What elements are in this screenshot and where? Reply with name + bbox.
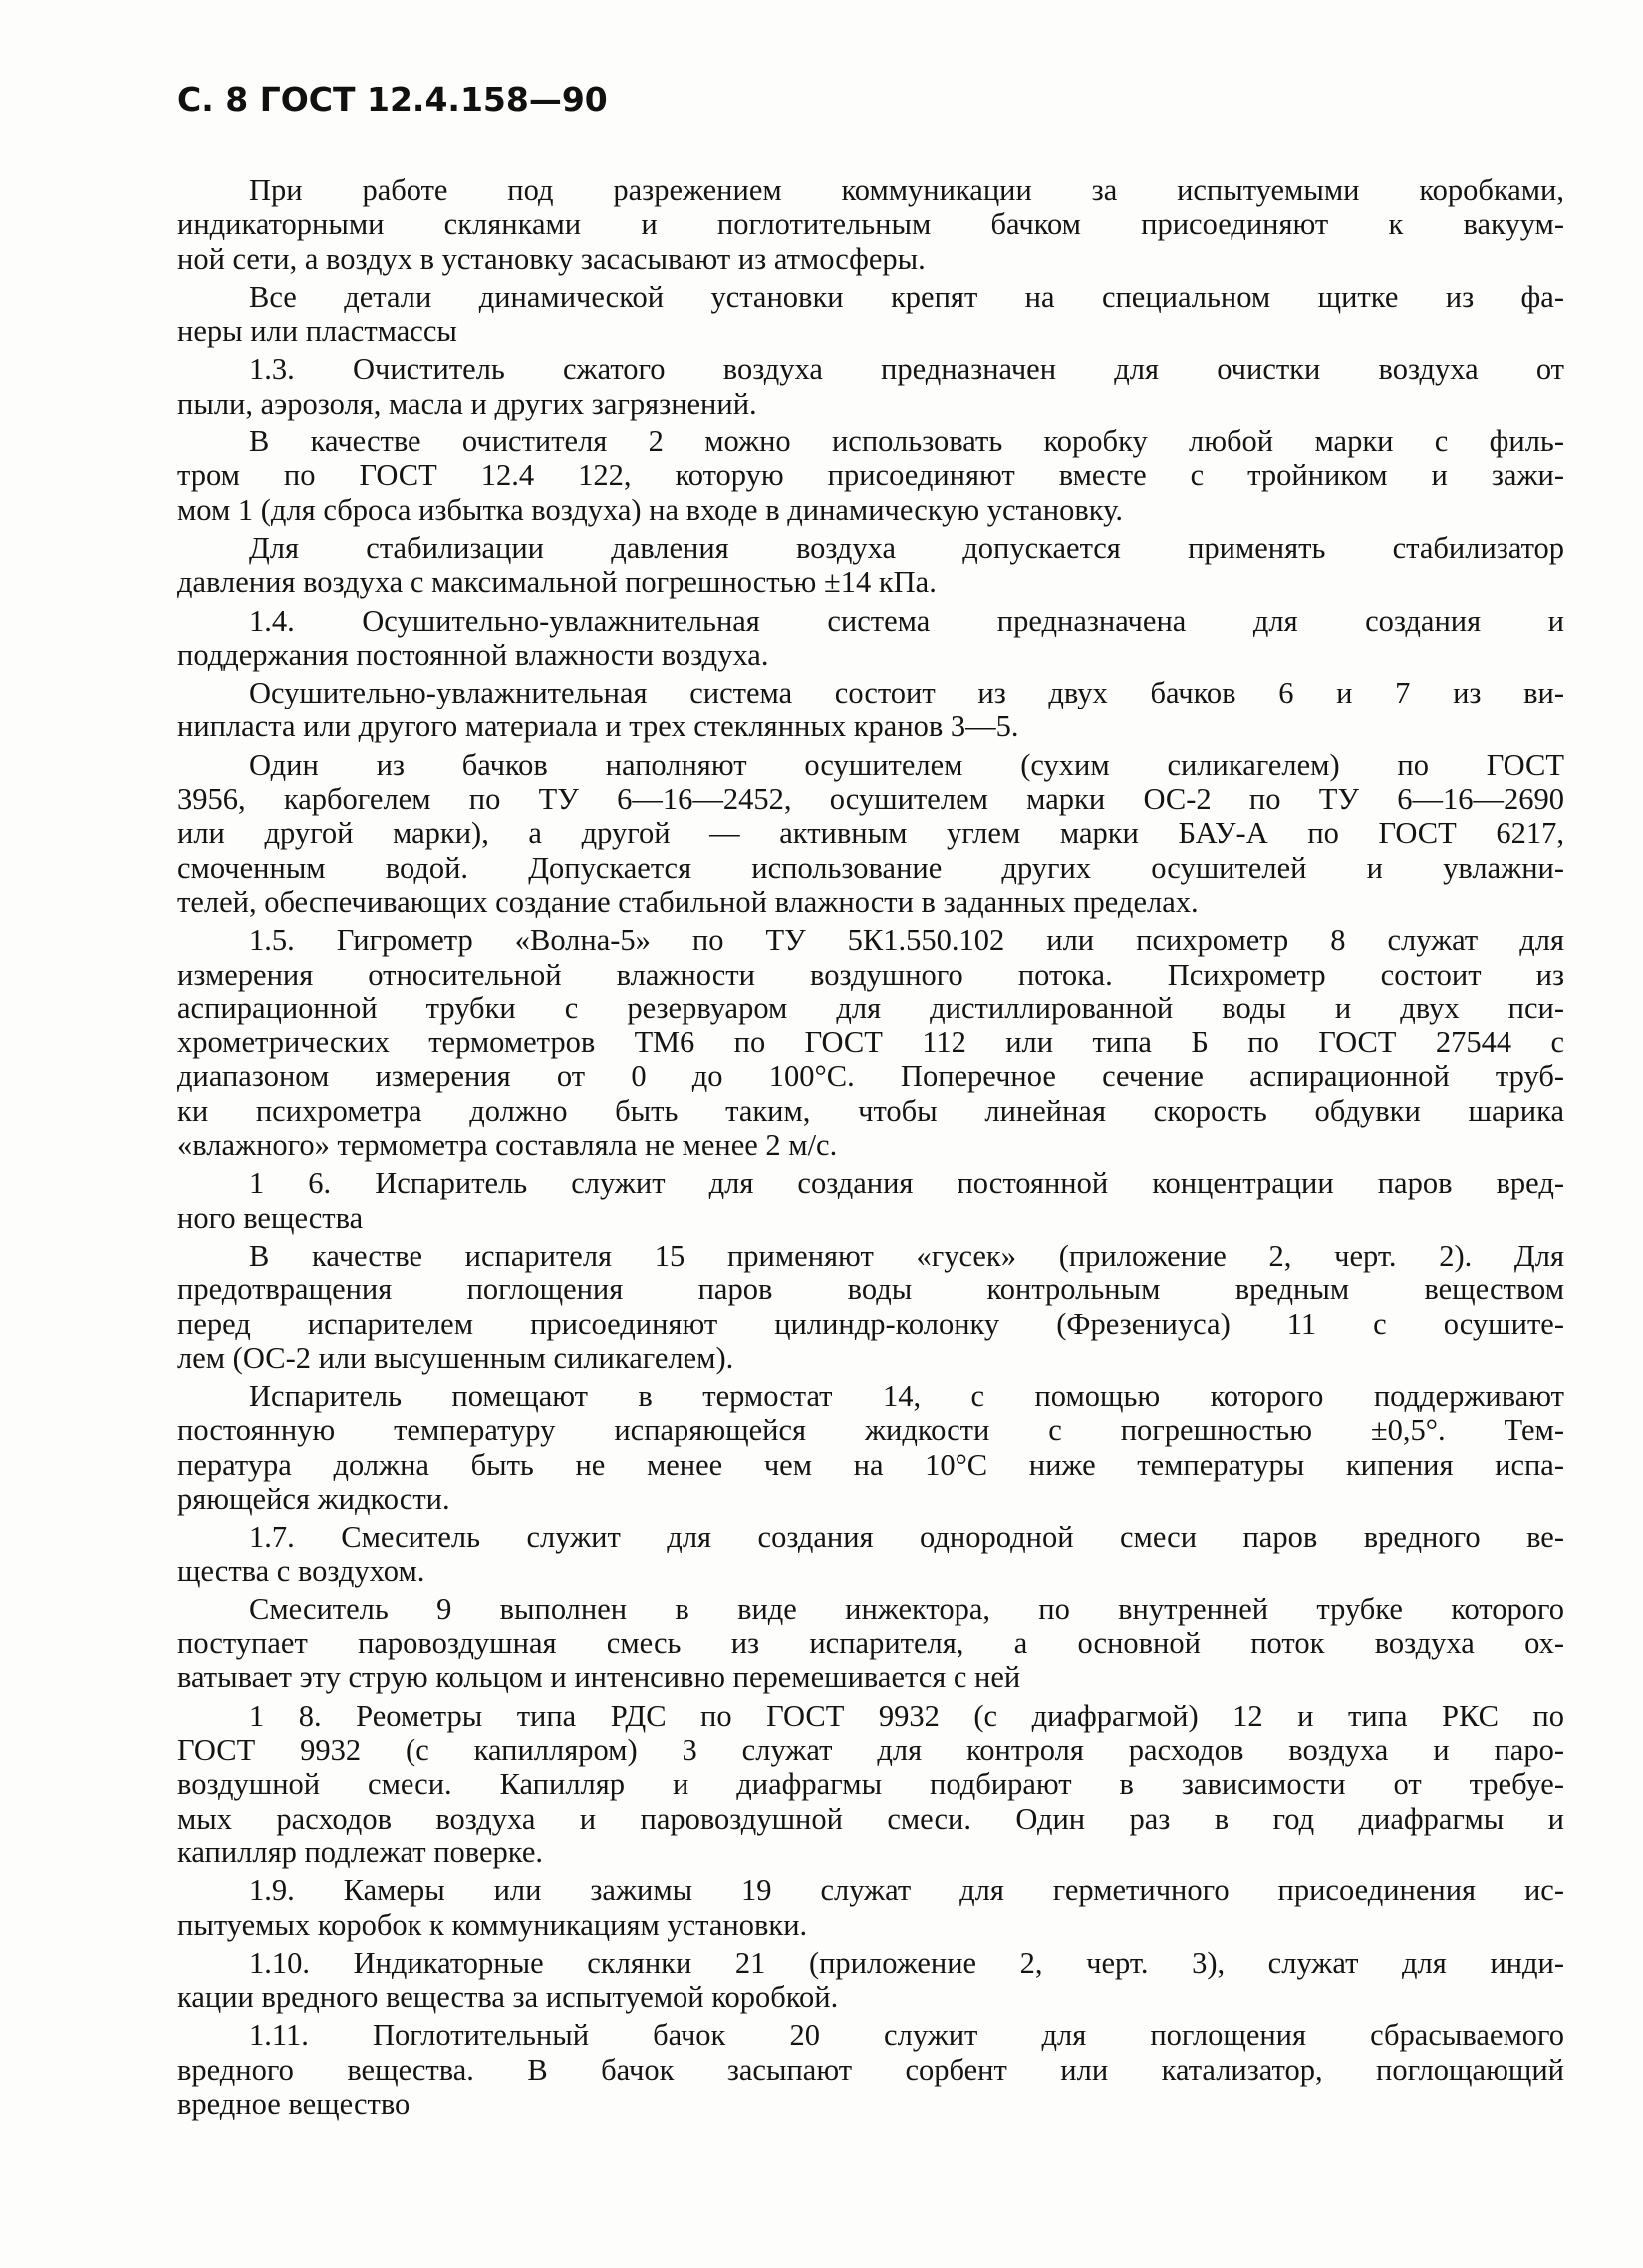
paragraph-line: Для стабилизации давления воздуха допускается применять стабилизатор (249, 530, 1564, 565)
paragraph-line: ной сети, а воздух в установку засасывают из атмосферы. (177, 241, 926, 276)
paragraph (177, 352, 1564, 421)
paragraph-line: лем (ОС-2 или высушенным силикагелем). (177, 1340, 734, 1375)
paragraph-line: воздушной смеси. Капилляр и диафрагмы подбирают в зависимости от требуе- (177, 1767, 1564, 1802)
paragraph-line: 3956, карбогелем по ТУ 6—16—2452, осушителем марки ОС-2 по ТУ 6—16—2690 (177, 782, 1564, 817)
paragraph (177, 1592, 1564, 1695)
paragraph-line: тром по ГОСТ 12.4 122, которую присоединяют вместе с тройником и зажи- (177, 458, 1564, 493)
paragraph (177, 1166, 1564, 1235)
paragraph (177, 1239, 1564, 1375)
paragraph-line: щества с воздухом. (177, 1554, 425, 1588)
paragraph (177, 2018, 1564, 2121)
paragraph-line: Один из бачков наполняют осушителем (сухим силикагелем) по ГОСТ (249, 747, 1564, 782)
paragraph-line: ГОСТ 9932 (с капилляром) 3 служат для контроля расходов воздуха и паро- (177, 1733, 1564, 1768)
paragraph-line: предотвращения поглощения паров воды контрольным вредным веществом (177, 1273, 1564, 1307)
paragraph (177, 1873, 1564, 1942)
paragraph-line: постоянную температуру испаряющейся жидкости с погрешностью ±0,5°. Тем- (177, 1413, 1564, 1448)
paragraph-line: 1.11. Поглотительный бачок 20 служит для поглощения сбрасываемого (249, 2018, 1564, 2053)
body-text (177, 173, 1564, 2125)
paragraph-line: 1.5. Гигрометр «Волна-5» по ТУ 5К1.550.102 или психрометр 8 служат для (249, 923, 1564, 958)
paragraph-line: пыли, аэрозоля, масла и других загрязнений. (177, 386, 757, 421)
paragraph-line: 1.7. Смеситель служит для создания однородной смеси паров вредного ве- (249, 1520, 1564, 1555)
paragraph-line: ки психрометра должно быть таким, чтобы линейная скорость обдувки шарика (177, 1093, 1564, 1128)
paragraph (177, 425, 1564, 527)
paragraph-line: При работе под разрежением коммуникации за испытуемыми коробками, (249, 173, 1564, 207)
paragraph-line: ватывает эту струю кольцом и интенсивно перемешивается с ней (177, 1660, 1021, 1695)
paragraph-line: капилляр подлежат поверке. (177, 1835, 544, 1869)
paragraph-line: нипласта или другого материала и трех стеклянных кранов 3—5. (177, 709, 1019, 744)
paragraph-line: аспирационной трубки с резервуаром для дистиллированной воды и двух пси- (177, 991, 1564, 1025)
paragraph-line: хрометрических термометров ТМ6 по ГОСТ 112 или типа Б по ГОСТ 27544 с (177, 1025, 1564, 1060)
paragraph-line: поддержания постоянной влажности воздуха. (177, 637, 769, 672)
paragraph-line: В качестве очистителя 2 можно использовать коробку любой марки с филь- (249, 425, 1564, 459)
paragraph (177, 531, 1564, 600)
paragraph-line: измерения относительной влажности воздушного потока. Психрометр состоит из (177, 957, 1564, 992)
paragraph-line: вредное вещество (177, 2087, 411, 2122)
paragraph-line: ряющейся жидкости. (177, 1481, 450, 1516)
paragraph-line: смоченным водой. Допускается использование других осушителей и увлажни- (177, 850, 1564, 885)
paragraph (177, 676, 1564, 744)
paragraph-line: 1.9. Камеры или зажимы 19 служат для герметичного присоединения ис- (249, 1873, 1564, 1908)
paragraph (177, 923, 1564, 1162)
paragraph-line: Испаритель помещают в термостат 14, с помощью которого поддерживают (249, 1379, 1564, 1414)
paragraph-line: телей, обеспечивающих создание стабильной влажности в заданных пределах. (177, 884, 1199, 919)
paragraph (177, 280, 1564, 349)
paragraph-line: диапазоном измерения от 0 до 100°С. Поперечное сечение аспирационной труб- (177, 1059, 1564, 1094)
paragraph (177, 1699, 1564, 1869)
paragraph (177, 748, 1564, 919)
paragraph-line: пытуемых коробок к коммуникациям установки. (177, 1907, 808, 1942)
running-head: С. 8 ГОСТ 12.4.158—90 (177, 80, 608, 119)
paragraph (177, 1520, 1564, 1588)
paragraph-line: пература должна быть не менее чем на 10°С ниже температуры кипения испа- (177, 1447, 1564, 1482)
paragraph-line: мом 1 (для сброса избытка воздуха) на входе в динамическую установку. (177, 492, 1123, 527)
paragraph-line: неры или пластмассы (177, 314, 457, 349)
paragraph-line: 1.10. Индикаторные склянки 21 (приложение 2, черт. 3), служат для инди- (249, 1945, 1564, 1980)
paragraph (177, 173, 1564, 276)
paragraph-line: 1 6. Испаритель служит для создания постоянной концентрации паров вред- (249, 1166, 1564, 1201)
paragraph-line: В качестве испарителя 15 применяют «гусек» (приложение 2, черт. 2). Для (249, 1238, 1564, 1273)
paragraph-line: ного вещества (177, 1200, 364, 1235)
paragraph-line: Смеситель 9 выполнен в виде инжектора, по внутренней трубке которого (249, 1591, 1564, 1626)
paragraph (177, 1379, 1564, 1516)
paragraph-line: «влажного» термометра составляла не менее 2 м/с. (177, 1128, 838, 1163)
paragraph-line: 1 8. Реометры типа РДС по ГОСТ 9932 (с диафрагмой) 12 и типа РКС по (249, 1698, 1564, 1733)
paragraph-line: поступает паровоздушная смесь из испарителя, а основной поток воздуха ох- (177, 1626, 1564, 1661)
paragraph-line: давления воздуха с максимальной погрешностью ±14 кПа. (177, 565, 937, 600)
paragraph-line: индикаторными склянками и поглотительным бачком присоединяют к вакуум- (177, 207, 1564, 242)
paragraph-line: 1.3. Очиститель сжатого воздуха предназначен для очистки воздуха от (249, 352, 1564, 387)
paragraph-line: 1.4. Осушительно-увлажнительная система предназначена для создания и (249, 603, 1564, 638)
paragraph (177, 1946, 1564, 2015)
paragraph-line: Осушительно-увлажнительная система состоит из двух бачков 6 и 7 из ви- (249, 676, 1564, 710)
paragraph-line: перед испарителем присоединяют цилиндр-колонку (Фрезениуса) 11 с осушите- (177, 1306, 1564, 1341)
paragraph-line: мых расходов воздуха и паровоздушной смеси. Один раз в год диафрагмы и (177, 1801, 1564, 1836)
paragraph-line: или другой марки), а другой — активным углем марки БАУ-А по ГОСТ 6217, (177, 816, 1564, 851)
paragraph (177, 604, 1564, 673)
paragraph-line: Все детали динамической установки крепят на специальном щитке из фа- (249, 279, 1564, 314)
paragraph-line: кации вредного вещества за испытуемой коробкой. (177, 1980, 839, 2015)
paragraph-line: вредного вещества. В бачок засыпают сорбент или катализатор, поглощающий (177, 2052, 1564, 2087)
